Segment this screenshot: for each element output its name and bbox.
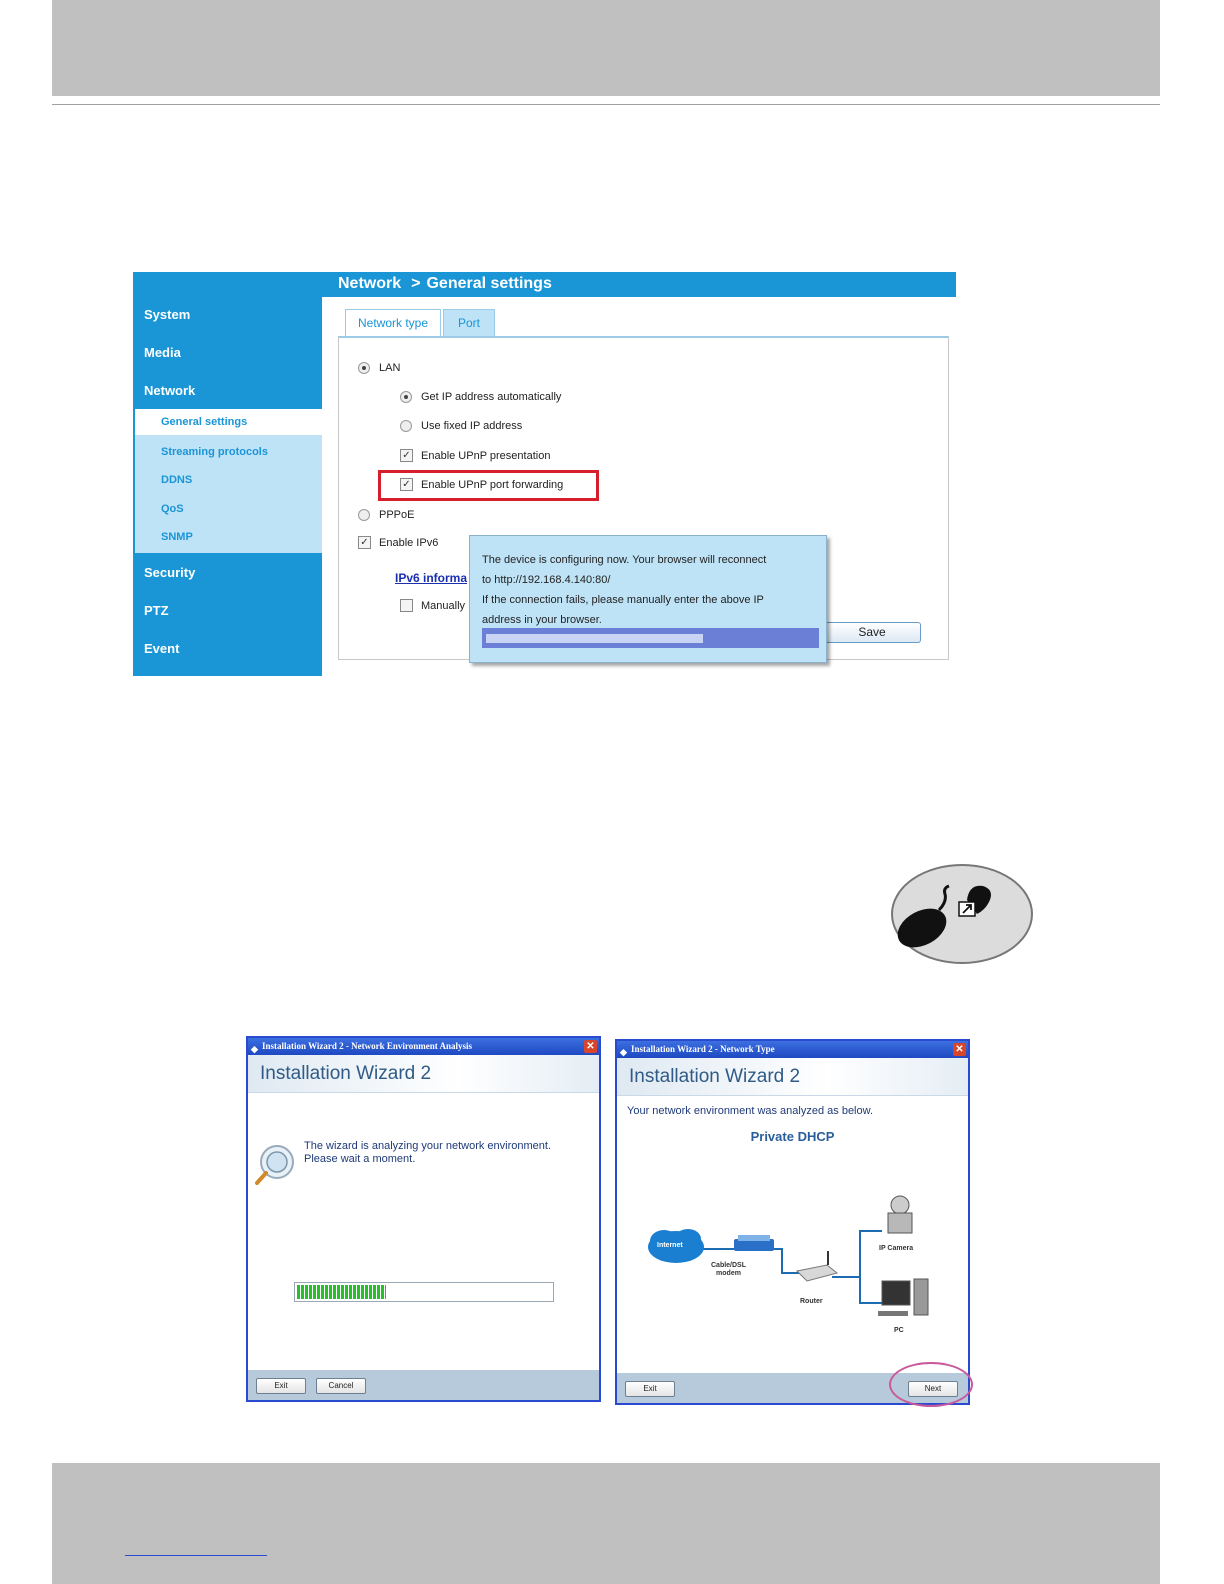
pc-keyboard-icon xyxy=(878,1311,908,1316)
popup-line-1: The device is configuring now. Your browser will reconnect xyxy=(482,554,767,566)
popup-line-3: If the connection fails, please manually enter the above IP xyxy=(482,594,764,606)
web-ui-screenshot xyxy=(133,272,959,680)
submenu-item-qos[interactable]: QoS xyxy=(161,503,184,515)
popup-line-4: address in your browser. xyxy=(482,614,602,626)
enable-ipv6-label: Enable IPv6 xyxy=(379,536,439,549)
page-footer-band xyxy=(52,1463,1160,1584)
exit-button[interactable]: Exit xyxy=(625,1381,675,1397)
pppoe-radio[interactable] xyxy=(358,509,370,521)
use-fixed-ip-radio[interactable] xyxy=(400,420,412,432)
modem-top-icon xyxy=(738,1235,770,1241)
analysis-progress-bar xyxy=(294,1282,554,1302)
tab-port[interactable]: Port xyxy=(443,309,495,337)
wizard-left-header-title: Installation Wizard 2 xyxy=(260,1063,432,1084)
pppoe-option[interactable] xyxy=(358,509,414,521)
next-button[interactable]: Next xyxy=(908,1381,958,1397)
sidebar xyxy=(133,297,322,676)
sidebar-item-media[interactable]: Media xyxy=(144,345,181,360)
network-submenu xyxy=(135,409,322,553)
ip-camera-icon xyxy=(891,1196,909,1214)
page-title: General settings xyxy=(426,275,552,292)
wizard-right-header xyxy=(617,1058,968,1096)
router-icon xyxy=(797,1265,837,1281)
app-icon: ◆ xyxy=(620,1047,627,1057)
pc-label: PC xyxy=(894,1327,904,1334)
wizard-left-header xyxy=(248,1055,599,1093)
wait-message: Please wait a moment. xyxy=(304,1153,416,1165)
wizard-left-footer xyxy=(248,1370,599,1400)
submenu-item-streaming-protocols[interactable]: Streaming protocols xyxy=(161,446,268,458)
manually-checkbox[interactable] xyxy=(400,599,413,612)
popup-progress-fill xyxy=(486,634,703,643)
ipv6-information-link[interactable]: IPv6 informa xyxy=(395,571,468,585)
upnp-port-forwarding-checkbox[interactable]: ✓ xyxy=(400,478,413,491)
modem-label-line1: Cable/DSL xyxy=(711,1262,747,1269)
popup-line-2: to http://192.168.4.140:80/ xyxy=(482,574,611,586)
network-diagram xyxy=(642,1193,942,1343)
breadcrumb-separator: > xyxy=(411,275,421,292)
save-button[interactable]: Save xyxy=(823,622,921,643)
analyzing-message: The wizard is analyzing your network environment. xyxy=(304,1140,552,1152)
cancel-button[interactable]: Cancel xyxy=(316,1378,366,1394)
exit-button[interactable]: Exit xyxy=(256,1378,306,1394)
wizard-right-header-title: Installation Wizard 2 xyxy=(629,1066,801,1087)
enable-ipv6-checkbox[interactable]: ✓ xyxy=(358,536,371,549)
analysis-progress-fill xyxy=(297,1285,386,1299)
submenu-item-snmp[interactable]: SNMP xyxy=(161,531,193,543)
wizard-right-window-title: Installation Wizard 2 - Network Type xyxy=(631,1044,775,1054)
sidebar-item-network[interactable]: Network xyxy=(144,383,196,398)
page-header-band xyxy=(52,0,1160,96)
pc-tower-icon xyxy=(914,1279,928,1315)
popup-progress-bar xyxy=(482,628,819,648)
wizard-left-message xyxy=(304,1140,551,1166)
tab-network-type[interactable]: Network type xyxy=(345,309,441,337)
sidebar-item-ptz[interactable]: PTZ xyxy=(144,603,169,618)
breadcrumb-section[interactable]: Network xyxy=(338,275,402,292)
network-analysis-intro: Your network environment was analyzed as below. xyxy=(627,1105,874,1117)
wizard-left-window-title: Installation Wizard 2 - Network Environment Analysis xyxy=(262,1041,473,1051)
modem-label xyxy=(711,1262,746,1278)
next-button-highlight xyxy=(889,1362,973,1407)
use-fixed-ip-label: Use fixed IP address xyxy=(421,420,523,432)
pppoe-label: PPPoE xyxy=(379,509,415,521)
close-icon[interactable]: ✕ xyxy=(584,1040,597,1053)
magnifier-icon xyxy=(254,1142,296,1186)
breadcrumb xyxy=(338,275,552,293)
wizard-right-titlebar xyxy=(617,1041,968,1058)
wizard-network-type-window xyxy=(615,1039,970,1405)
upnp-presentation-option[interactable] xyxy=(400,449,550,462)
highlight-box xyxy=(378,470,599,501)
upnp-port-forwarding-label: Enable UPnP port forwarding xyxy=(421,478,564,491)
manually-option[interactable] xyxy=(400,599,465,612)
submenu-item-general-settings[interactable]: General settings xyxy=(161,416,248,428)
mouse-click-icon xyxy=(887,862,1035,966)
ip-camera-body-icon xyxy=(888,1213,912,1233)
internet-label: Internet xyxy=(657,1242,683,1249)
wizard-analysis-window xyxy=(246,1036,601,1402)
manually-label: Manually xyxy=(421,599,466,612)
pc-monitor-icon xyxy=(882,1281,910,1305)
router-label: Router xyxy=(800,1298,823,1305)
lan-option[interactable] xyxy=(358,362,400,374)
ip-camera-label: IP Camera xyxy=(879,1245,914,1252)
app-icon: ◆ xyxy=(251,1044,258,1054)
lan-radio[interactable] xyxy=(358,362,370,374)
sidebar-item-system[interactable]: System xyxy=(144,307,191,322)
popup-message xyxy=(482,550,817,630)
use-fixed-ip-option[interactable] xyxy=(400,420,522,432)
network-type-label: Private DHCP xyxy=(750,1129,835,1144)
get-ip-auto-option[interactable] xyxy=(400,391,561,403)
upnp-presentation-checkbox[interactable]: ✓ xyxy=(400,449,413,462)
submenu-item-ddns[interactable]: DDNS xyxy=(161,474,193,486)
lan-label: LAN xyxy=(379,362,401,374)
sidebar-item-event[interactable]: Event xyxy=(144,641,180,656)
enable-ipv6-option[interactable] xyxy=(358,536,438,549)
close-icon[interactable]: ✕ xyxy=(953,1043,966,1056)
sidebar-item-security[interactable]: Security xyxy=(144,565,196,580)
header-divider xyxy=(52,104,1160,105)
modem-label-line2: modem xyxy=(716,1270,741,1277)
reconnect-popup xyxy=(469,535,827,663)
upnp-presentation-label: Enable UPnP presentation xyxy=(421,449,551,462)
footer-link-underline[interactable] xyxy=(125,1555,267,1556)
wizard-left-titlebar xyxy=(248,1038,599,1055)
get-ip-auto-radio[interactable] xyxy=(400,391,412,403)
get-ip-auto-label: Get IP address automatically xyxy=(421,391,562,403)
